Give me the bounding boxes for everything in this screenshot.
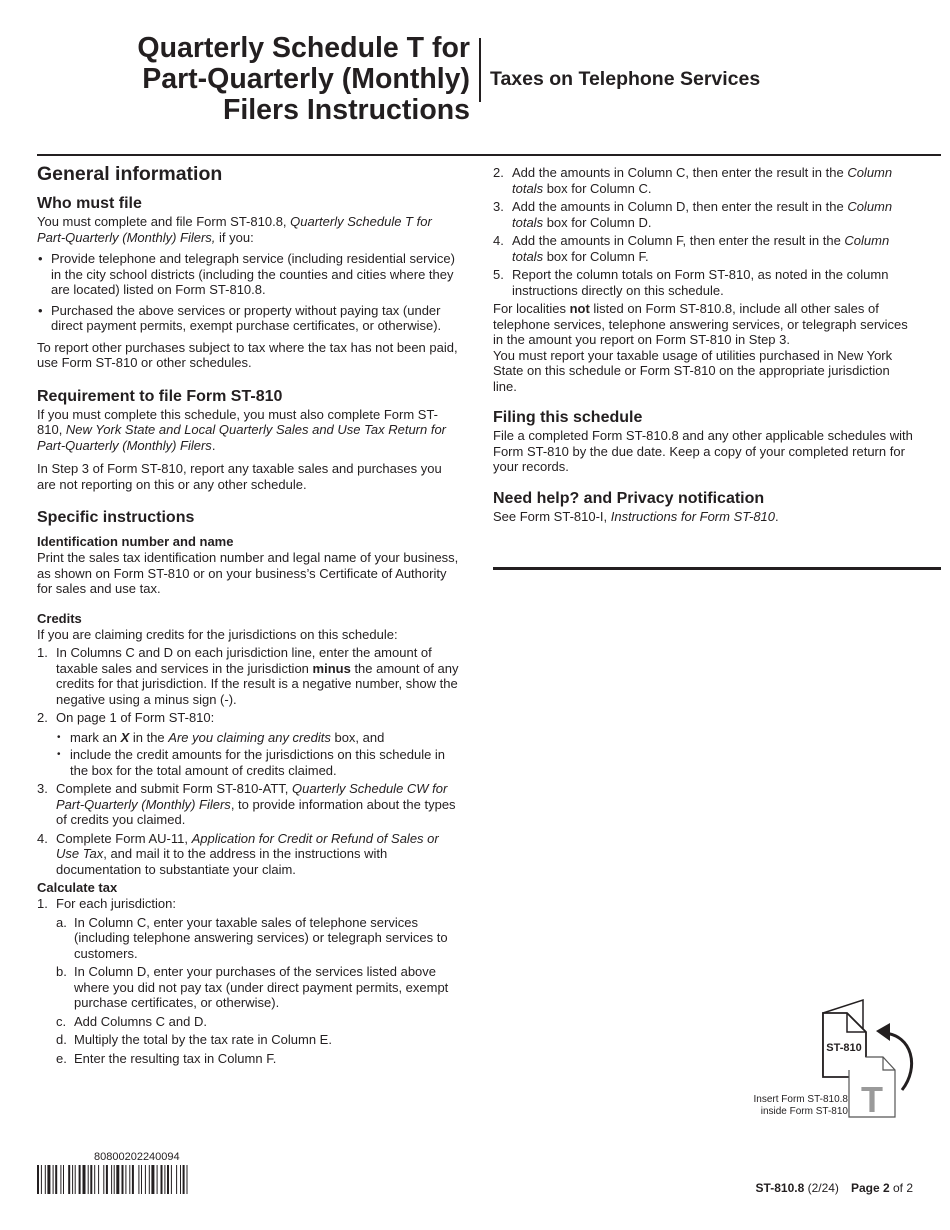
requirement-paragraph-1 [37,407,462,454]
right-column-rule [493,567,941,570]
localities-paragraph [493,301,913,348]
help-text-start: See Form ST-810-I, [493,508,611,524]
barcode-number: 80800202240094 [94,1151,180,1163]
step-text: For each jurisdiction: [56,896,176,911]
barcode-bar [176,1165,177,1194]
sub-emphasis: X [120,729,130,745]
barcode-bar [129,1165,130,1194]
list-item [56,730,462,746]
filing-text: File a completed Form ST-810.8 and any other applicable schedules with Form ST-810 by the due date. Keep a copy of your completed return for your records. [493,428,913,474]
title-line-2: Part-Quarterly (Monthly) [142,63,470,95]
title-line-3: Filers Instructions [222,94,470,126]
sub-letter: c. [56,1013,67,1029]
page-label: Page [850,1181,883,1195]
barcode-bar [103,1165,104,1194]
help-text-end: . [775,508,779,524]
step-text: In Columns C and D on each jurisdiction line, enter the amount of taxable sales and services in the jurisdiction [56,645,432,676]
localities-text: listed on Form ST-810.8, include all other sales of telephone services, telephone answering services, or telegraph services in the amount you report on Form ST-810 in Step 3. [493,301,908,347]
form-revision: (2/24) [804,1181,839,1195]
calc-step-1d [56,1032,462,1048]
credits-step-4 [37,831,462,878]
step-number: 2. [493,165,504,180]
sub-box-name: Are you claiming any credits [168,729,331,745]
step-text: box for Column C. [543,180,652,196]
header-rule [37,154,941,156]
who-must-file-heading: Who must file [37,195,142,212]
barcode-bar [94,1165,95,1194]
credits-step-2-list [56,730,462,779]
credits-intro: If you are claiming credits for the jurisdictions on this schedule: [37,626,398,642]
sub-text: Enter the resulting tax in Column F. [74,1050,277,1066]
calculate-tax-heading: Calculate tax [37,880,118,895]
form-id: ST-810.8 [755,1181,805,1195]
barcode-bar [164,1165,165,1194]
barcode-bar [183,1165,185,1194]
step-box-name: Column totals [512,233,890,264]
req-form-title: New York State and Local Quarterly Sales and Use Tax Return for Part-Quarterly (Monthly) Filers [37,422,447,453]
list-item: • Provide telephone and telegraph service (including residential service) in the city school districts (including the counties and cities where they are located) listed on Form ST-810.8. [37,251,462,298]
calc-step-3 [493,199,913,230]
credits-step-1 [37,645,462,707]
barcode-bar [171,1165,172,1194]
barcode-bar [53,1165,54,1194]
step-emphasis: minus [312,660,351,676]
step-text: box for Column D. [543,214,652,230]
barcode-bar [45,1165,46,1194]
req-text: If you must complete this schedule, you must also complete Form ST-810, [37,406,438,437]
intro-form-title: Quarterly Schedule T for Part-Quarterly (Monthly) Filers, [37,214,432,245]
step-text: Add the amounts in Column F, then enter the result in the [512,233,845,248]
step-form-title: Application for Credit or Refund of Sales or Use Tax [56,830,439,861]
step-number: 4. [493,233,504,248]
sub-text: Multiply the total by the tax rate in Column E. [74,1032,332,1047]
calc-step-2 [493,165,913,196]
schedule-form-letter: T [861,1079,883,1120]
barcode-bar [72,1165,73,1194]
barcode-bar [83,1165,86,1194]
barcode-bar [90,1165,92,1194]
insert-note-line-2: inside Form ST-810 [760,1106,848,1117]
intro-text-end: if you: [215,229,254,245]
page-total: of 2 [889,1181,913,1195]
step-number: 3. [493,199,504,214]
requirement-heading: Requirement to file Form ST-810 [37,387,283,405]
barcode-bar [63,1165,64,1194]
calc-step-1e [56,1051,462,1067]
utilities-paragraph: You must report your taxable usage of utilities purchased in New York State on this schedule or Form ST-810 on the appropriate jurisdiction line. [493,347,893,394]
filing-heading: Filing this schedule [493,409,643,426]
step-number: 1. [37,645,48,660]
step-text: box for Column F. [543,248,649,264]
credits-heading: Credits [37,610,82,626]
barcode-bar [114,1165,115,1194]
step-text: Complete Form AU-11, [56,830,192,846]
title-divider [479,38,481,102]
intro-text: You must complete and file Form ST-810.8, [37,214,291,229]
barcode-bar [111,1165,112,1194]
barcode-bar [125,1165,126,1194]
barcode-bar [79,1165,81,1194]
credits-step-3 [37,781,462,828]
list-item: • Purchased the above services or property without paying tax (under direct payment permits, exempt purchase certificates, or otherwise). [37,303,462,334]
step-number: 4. [37,830,48,846]
barcode-bar [55,1165,57,1194]
calc-step-1a [56,915,462,962]
barcode-bar [106,1165,108,1194]
calc-step-4 [493,233,913,264]
barcode [37,1165,249,1194]
title-line-1: Quarterly Schedule T for [137,32,470,64]
localities-text: For localities [493,301,570,316]
barcode-bar [47,1165,50,1194]
calc-step-1b [56,964,462,1011]
barcode-bar [98,1165,99,1194]
sub-letter: a. [56,914,67,930]
step-text: , and mail it to the address in the instructions with documentation to substantiate your claim. [56,846,388,877]
identification-heading: Identification number and name [37,534,234,549]
step-text: Add the amounts in Column C, then enter the result in the [512,165,848,180]
sub-text: Add Columns C and D. [74,1013,207,1029]
help-heading: Need help? and Privacy notification [493,489,765,507]
sub-text: in the [129,729,169,745]
sub-text: box, and [330,729,385,745]
general-information-heading: General information [37,163,223,185]
calc-step-1 [37,896,462,912]
barcode-bar [88,1165,89,1194]
insert-instruction [704,1094,848,1118]
list-item: • include the credit amounts for the jurisdictions on this schedule in the box for the total amount of credits claimed. [56,747,462,778]
help-form-title: Instructions for Form ST-810 [610,508,776,524]
credits-step-2 [37,710,462,778]
step-text: the amount of any credits for that jurisdiction. If the result is a negative number, show the negative using a minus sign (-). [56,660,459,707]
step-number: 2. [37,710,48,725]
barcode-bar [167,1165,169,1194]
step-text: Add the amounts in Column D, then enter the result in the [512,199,848,214]
calc-step-5 [493,267,913,298]
step-text: Complete and submit Form ST-810-ATT, [56,781,293,796]
step-box-name: Column totals [512,199,893,230]
barcode-bar [145,1165,146,1194]
sub-letter: e. [56,1050,67,1066]
front-form-label: ST-810 [826,1042,862,1054]
step-text: , to provide information about the types of credits you claimed. [56,796,456,827]
who-must-file-list [37,251,462,334]
sub-letter: b. [56,964,67,979]
barcode-bar [141,1165,142,1194]
barcode-bar [187,1165,188,1194]
step-text: Report the column totals on Form ST-810, as noted in the column instructions directly on this schedule. [512,267,889,298]
calc-step-1c [56,1014,462,1030]
barcode-bar [180,1165,181,1194]
form-page-footer [700,1181,913,1197]
barcode-bar [151,1165,154,1194]
page-number: 2 [882,1181,890,1195]
step-number: 1. [37,896,48,911]
barcode-bar [122,1165,124,1194]
step-number: 5. [493,267,504,282]
barcode-bar [75,1165,76,1194]
step-text: On page 1 of Form ST-810: [56,710,215,725]
sub-text: In Column D, enter your purchases of the services listed above where you did not pay tax (under direct payment permits, exempt purchase certificates, or otherwise). [74,964,449,1010]
schedule-form-icon [849,1057,895,1120]
barcode-bar [157,1165,158,1194]
step-box-name: Column totals [512,165,893,196]
help-text [493,509,913,525]
who-must-file-intro [37,214,462,245]
barcode-bar [149,1165,150,1194]
req-text-end: . [211,437,216,453]
localities-emphasis: not [569,301,590,316]
barcode-bar [60,1165,61,1194]
right-column [493,165,913,524]
sub-text: mark an [70,729,121,745]
step-number: 3. [37,781,48,796]
left-column [37,162,462,1069]
step-form-title: Quarterly Schedule CW for Part-Quarterly (Monthly) Filers [56,781,448,812]
barcode-bar [41,1165,42,1194]
barcode-bar [138,1165,139,1194]
identification-text: Print the sales tax identification number and legal name of your business, as shown on Form ST-810 or on your business’s Certificate of Authority for sales and use tax. [37,550,459,596]
barcode-bar [68,1165,70,1194]
barcode-bar [132,1165,134,1194]
barcode-bar [116,1165,119,1194]
specific-instructions-heading: Specific instructions [37,509,195,526]
page-subtitle: Taxes on Telephone Services [490,68,761,90]
sub-letter: d. [56,1032,67,1047]
barcode-bar [161,1165,163,1194]
requirement-paragraph-2: In Step 3 of Form ST-810, report any taxable sales and purchases you are not reporting on this or any other schedule. [37,461,442,492]
insert-note-line-1: Insert Form ST-810.8 [753,1094,848,1105]
sub-text: In Column C, enter your taxable sales of telephone services (including telephone answering services) or telegraph services to customers. [74,914,448,961]
barcode-bar [37,1165,39,1194]
page-title [80,33,470,126]
other-purchases-text: To report other purchases subject to tax where the tax has not been paid, use Form ST-810 or other schedules. [37,339,458,370]
